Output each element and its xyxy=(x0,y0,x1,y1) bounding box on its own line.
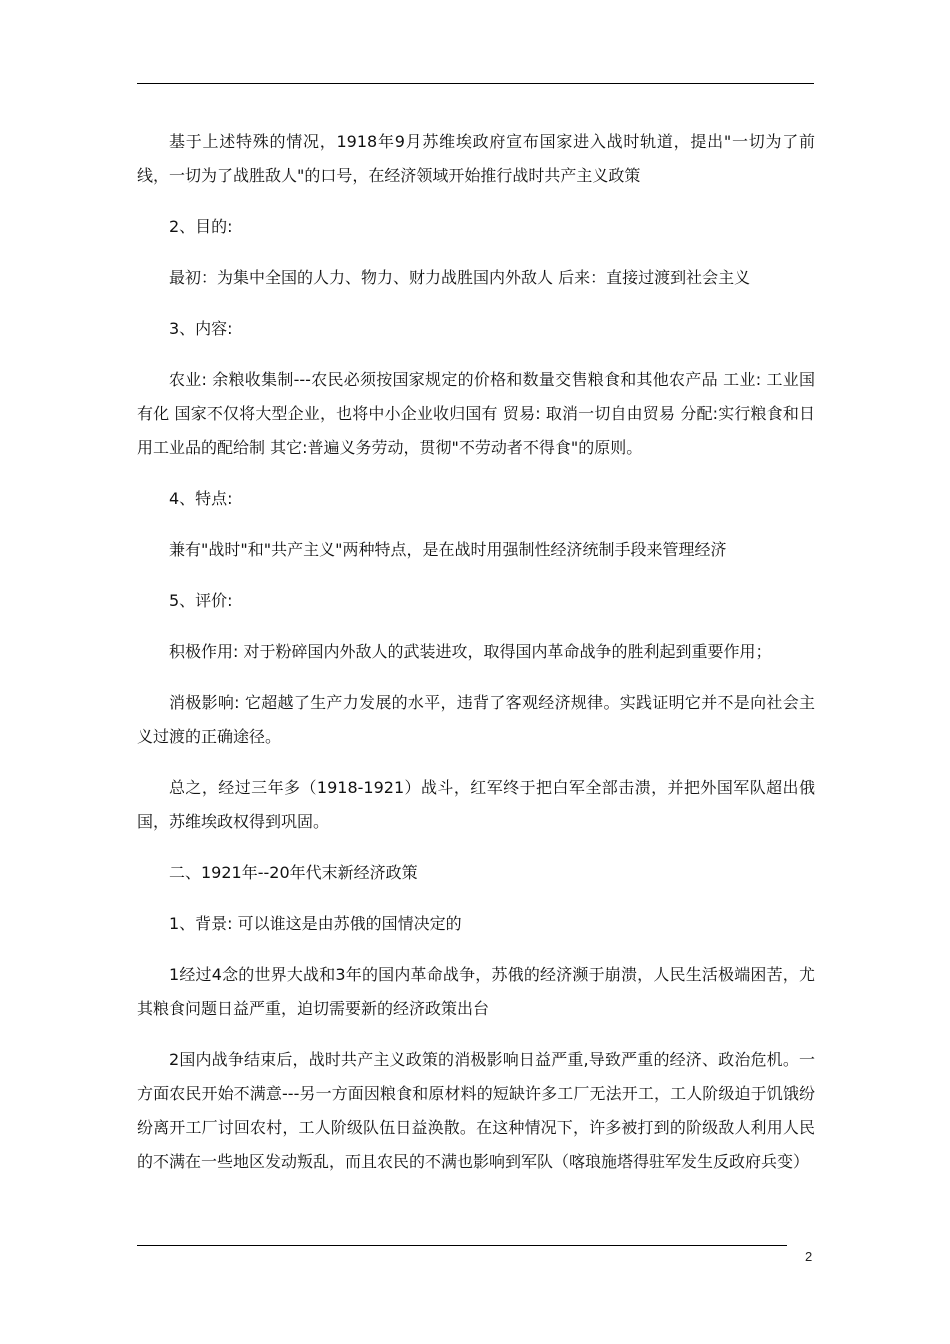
paragraph-negative: 消极影响: 它超越了生产力发展的水平，违背了客观经济规律。实践证明它并不是向社会主义过渡的正确途径。 xyxy=(137,693,815,746)
paragraph-content: 农业: 余粮收集制---农民必须按国家规定的价格和数量交售粮食和其他农产品 工业: 工业国有化 国家不仅将大型企业，也将中小企业收归国有 贸易: 取消一切自由贸易 分配:实行粮食和日用工业品的配给制 其它:普遍义务劳动，贯彻"不劳动者不得食"的原则。 xyxy=(137,370,815,457)
heading-nep-background: 1、背景: 可以谁这是由苏俄的国情决定的 xyxy=(169,914,462,933)
heading-content: 3、内容: xyxy=(169,319,233,338)
heading-features: 4、特点: xyxy=(169,489,233,508)
footer-rule xyxy=(137,1245,787,1246)
header-rule xyxy=(137,83,814,84)
paragraph-positive: 积极作用: 对于粉碎国内外敌人的武装进攻，取得国内革命战争的胜利起到重要作用； xyxy=(169,642,772,661)
heading-evaluation: 5、评价: xyxy=(169,591,233,610)
page-body xyxy=(137,125,815,1179)
paragraph-reason-1: 1经过4念的世界大战和3年的国内革命战争，苏俄的经济濒于崩溃，人民生活极端困苦，尤其粮食问题日益严重，迫切需要新的经济政策出台 xyxy=(137,965,815,1018)
heading-purpose: 2、目的: xyxy=(169,217,233,236)
paragraph-features: 兼有"战时"和"共产主义"两种特点，是在战时用强制性经济统制手段来管理经济 xyxy=(169,540,727,559)
paragraph-background: 基于上述特殊的情况，1918年9月苏维埃政府宣布国家进入战时轨道，提出"一切为了前线，一切为了战胜敌人"的口号，在经济领域开始推行战时共产主义政策 xyxy=(137,132,815,185)
section-heading-nep: 二、1921年--20年代末新经济政策 xyxy=(169,863,418,882)
paragraph-summary: 总之，经过三年多（1918-1921）战斗，红军终于把白军全部击溃，并把外国军队超出俄国，苏维埃政权得到巩固。 xyxy=(137,778,815,831)
page-number: 2 xyxy=(805,1249,813,1264)
paragraph-purpose: 最初：为集中全国的人力、物力、财力战胜国内外敌人 后来：直接过渡到社会主义 xyxy=(169,268,751,287)
paragraph-reason-2: 2国内战争结束后，战时共产主义政策的消极影响日益严重,导致严重的经济、政治危机。一方面农民开始不满意---另一方面因粮食和原材料的短缺许多工厂无法开工，工人阶级迫于饥饿纷纷离开工厂讨回农村，工人阶级队伍日益涣散。在这种情况下，许多被打到的阶级敌人利用人民的不满在一些地区发动叛乱，而且农民的不满也影响到军队（喀琅施塔得驻军发生反政府兵变） xyxy=(137,1050,815,1171)
